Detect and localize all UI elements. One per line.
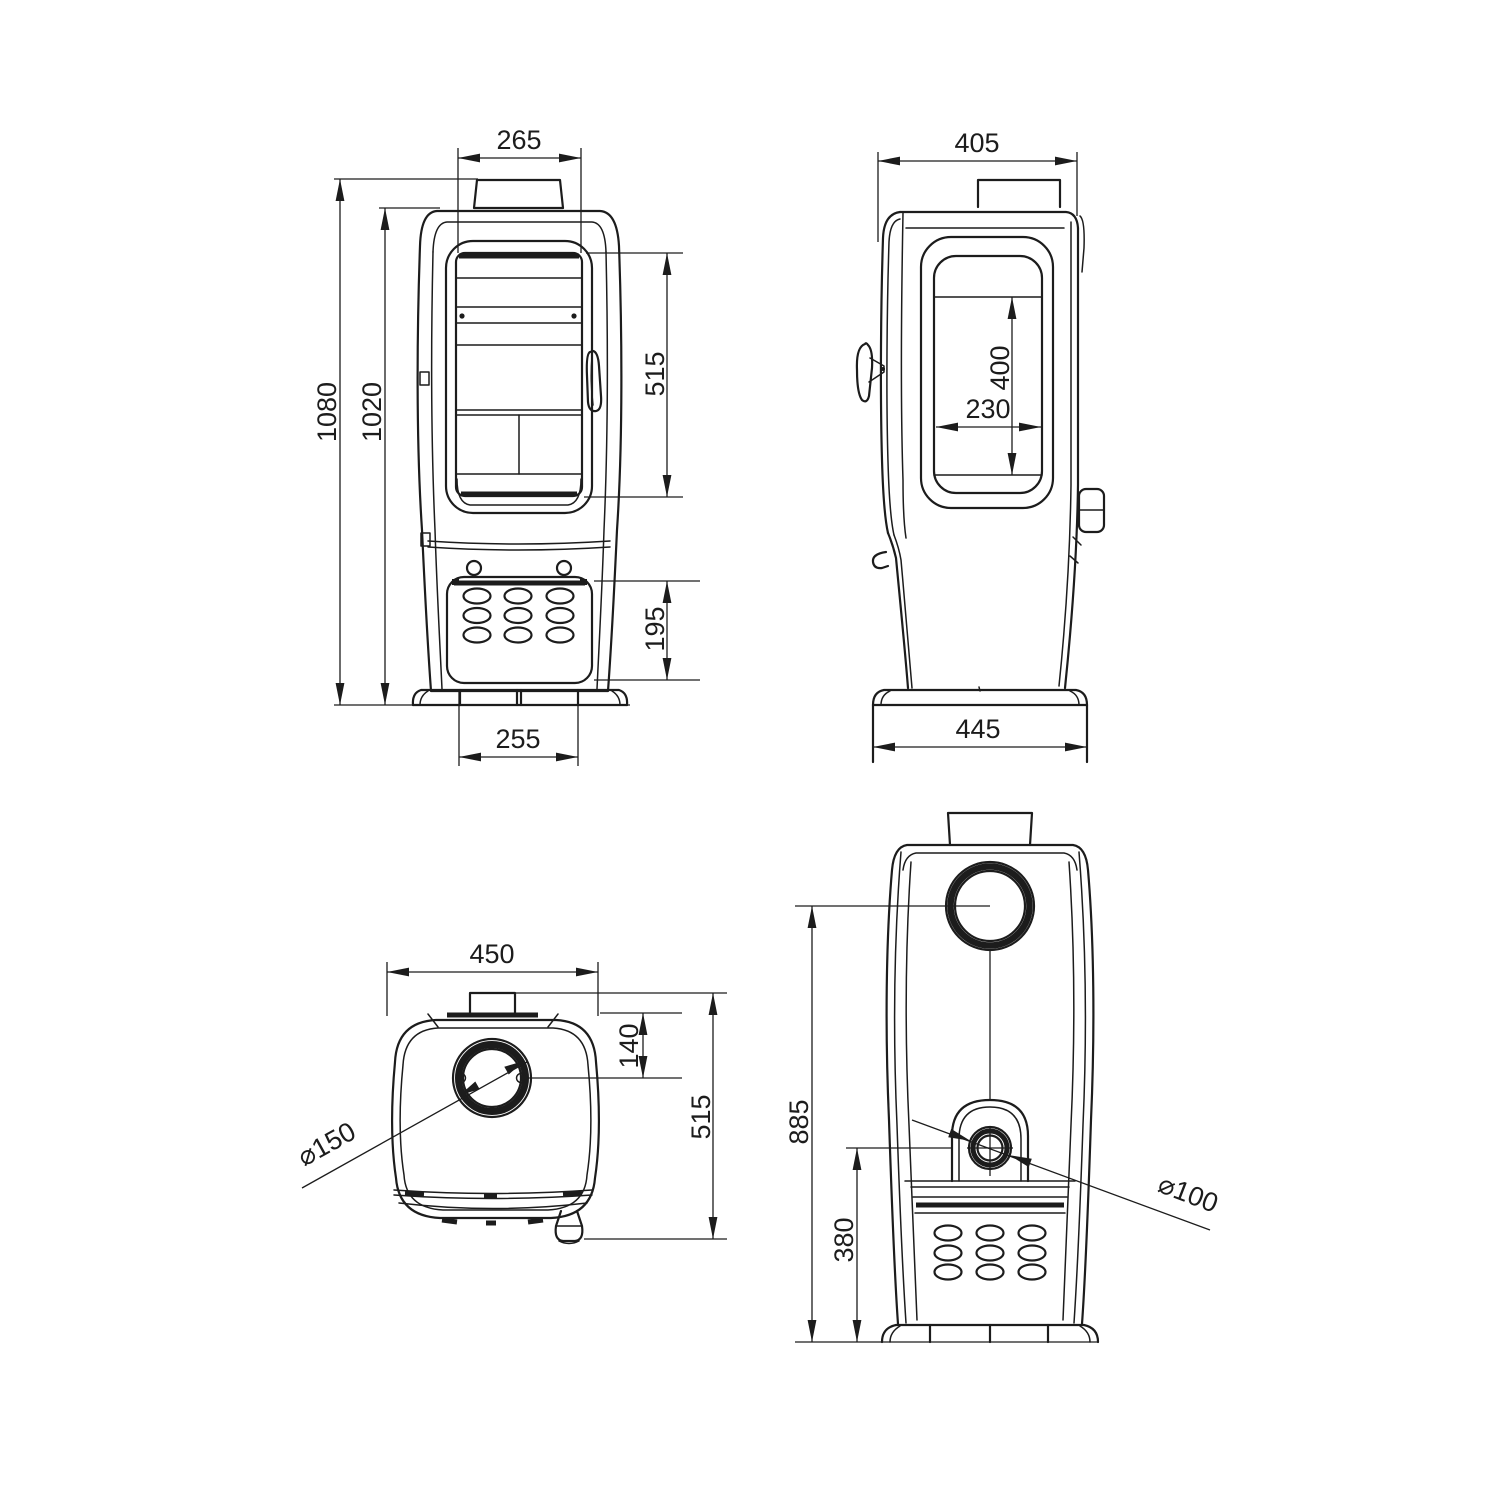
front-flue-collar xyxy=(474,180,563,208)
dim-label-450: 450 xyxy=(469,939,515,969)
top-dim-515 xyxy=(584,993,727,1239)
dim-label-405: 405 xyxy=(954,128,1000,158)
front-dim-255 xyxy=(459,690,578,766)
side-dim-400 xyxy=(985,297,1015,475)
dim-label-195: 195 xyxy=(640,606,670,652)
top-flue-collar xyxy=(453,1039,531,1117)
dim-label-265: 265 xyxy=(496,125,542,155)
rear-flue-collar xyxy=(948,813,1032,845)
dim-label-230: 230 xyxy=(965,394,1011,424)
dim-label-140: 140 xyxy=(614,1023,644,1069)
front-knob-left xyxy=(467,561,481,575)
dim-label-445: 445 xyxy=(955,714,1001,744)
front-view xyxy=(312,125,700,766)
side-flue-collar xyxy=(978,180,1060,207)
side-dim-445 xyxy=(873,714,1087,747)
dim-label-1020: 1020 xyxy=(357,381,387,443)
front-vent-holes xyxy=(464,589,574,643)
top-dim-450 xyxy=(387,939,598,1016)
dim-label-515-top: 515 xyxy=(686,1094,716,1140)
side-view xyxy=(857,128,1104,762)
top-rear-stub xyxy=(470,993,515,1013)
rear-vent-holes xyxy=(935,1226,1046,1280)
top-dim-140 xyxy=(515,993,727,1078)
dim-label-400: 400 xyxy=(985,345,1015,391)
dim-label-515-front: 515 xyxy=(640,351,670,397)
top-view xyxy=(293,939,727,1244)
dim-label-d150: ⌀150 xyxy=(292,1116,361,1173)
side-base xyxy=(873,690,1087,705)
dim-label-885: 885 xyxy=(784,1099,814,1145)
rear-view xyxy=(784,813,1222,1342)
dim-label-380: 380 xyxy=(829,1217,859,1263)
front-knob-right xyxy=(557,561,571,575)
front-hinge-upper xyxy=(420,372,429,385)
dim-label-255: 255 xyxy=(495,724,541,754)
top-dim-diameter-150 xyxy=(293,1116,361,1172)
side-door-handle xyxy=(857,343,872,401)
dim-label-d100: ⌀100 xyxy=(1154,1168,1223,1219)
rear-dim-885 xyxy=(784,906,814,1342)
side-ash-lever xyxy=(873,552,888,568)
dim-label-1080: 1080 xyxy=(312,381,342,443)
rear-dim-diameter-100 xyxy=(1154,1169,1222,1219)
side-dim-230 xyxy=(936,394,1041,427)
front-door-handle xyxy=(587,351,601,411)
